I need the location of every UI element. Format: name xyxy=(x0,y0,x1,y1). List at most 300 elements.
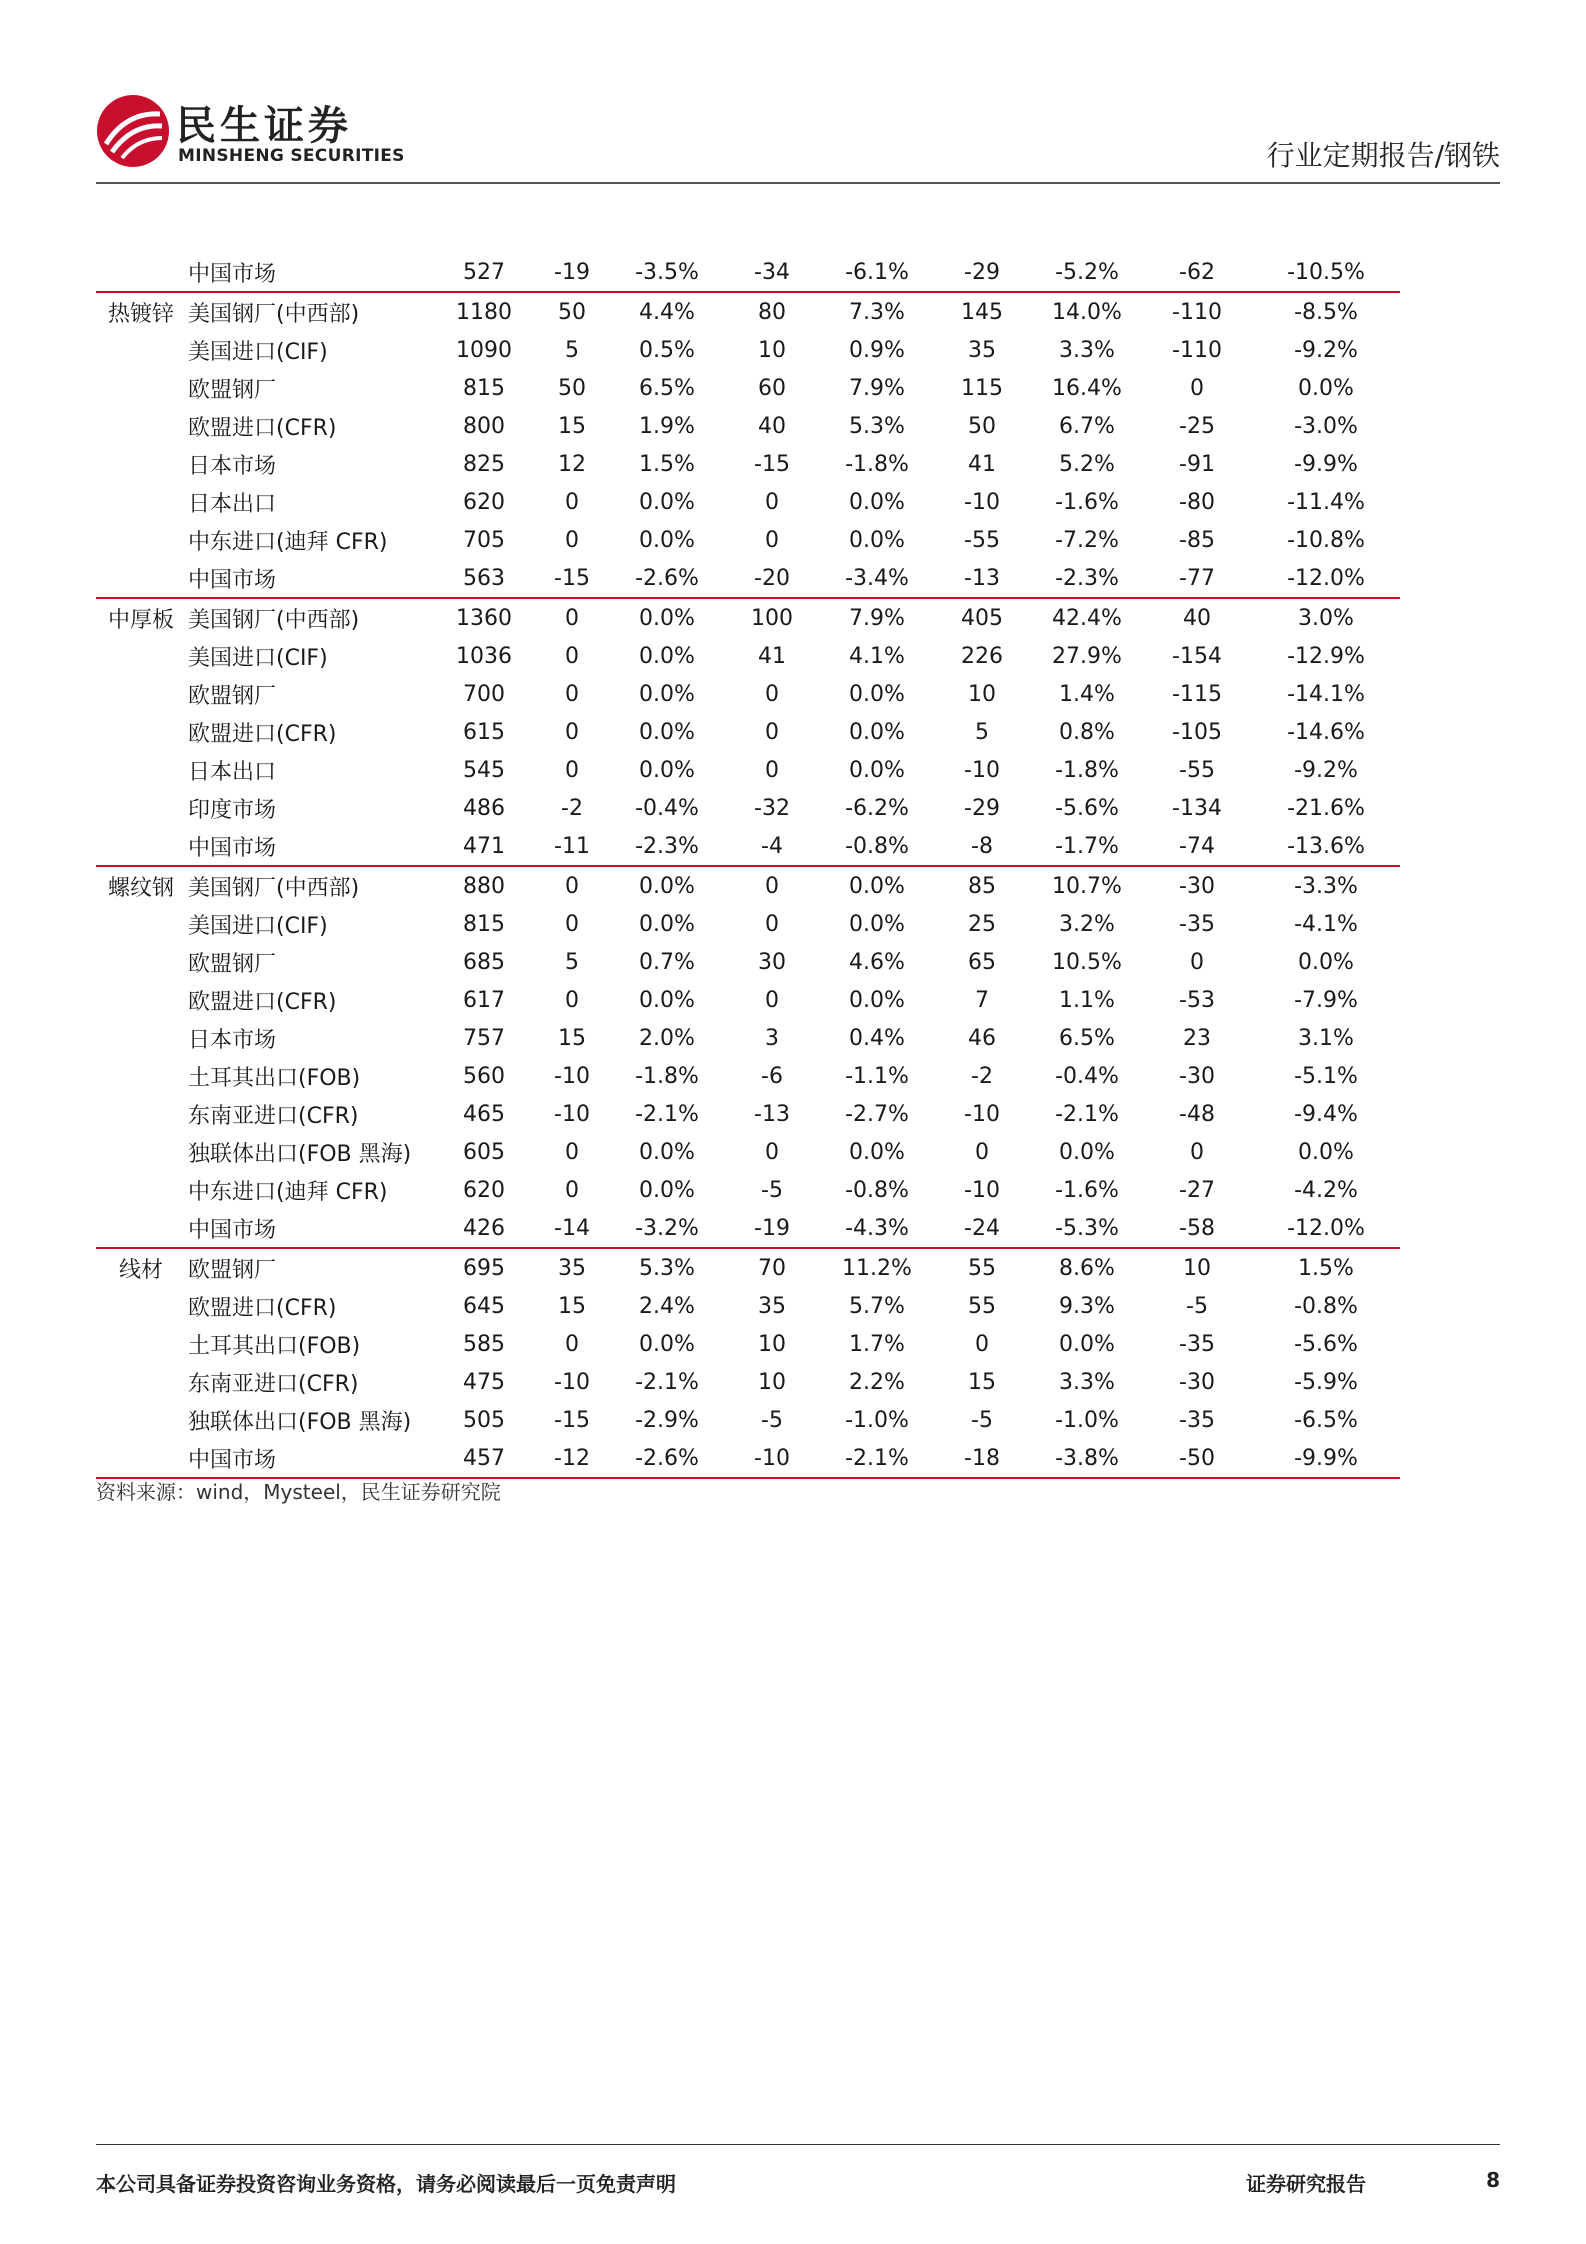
table-row xyxy=(96,675,1400,713)
value-cell: 100 xyxy=(751,605,793,631)
value-cell: 0 xyxy=(565,681,579,707)
table-row xyxy=(96,1325,1400,1363)
value-cell: 0.9% xyxy=(849,337,905,363)
market-cell: 日本市场 xyxy=(188,1027,277,1053)
value-cell: -9.2% xyxy=(1294,757,1358,783)
category-cell xyxy=(96,253,186,292)
value-cell: 1.7% xyxy=(849,1331,905,1357)
market-cell: 土耳其出口(FOB) xyxy=(188,1065,361,1091)
value-cell: -14.1% xyxy=(1287,681,1365,707)
value-cell: 705 xyxy=(463,527,505,553)
header-divider xyxy=(96,182,1500,184)
value-cell: -35 xyxy=(1179,1331,1215,1357)
value-cell: -110 xyxy=(1172,337,1222,363)
value-cell: -1.0% xyxy=(1055,1407,1119,1433)
value-cell: 0 xyxy=(565,527,579,553)
value-cell: 5.3% xyxy=(639,1255,695,1281)
value-cell: -11.4% xyxy=(1287,489,1365,515)
value-cell: 0 xyxy=(565,987,579,1013)
category-cell xyxy=(96,1133,186,1171)
value-cell: -2 xyxy=(561,795,583,821)
value-cell: 0 xyxy=(565,1331,579,1357)
value-cell: 0.0% xyxy=(849,719,905,745)
value-cell: 60 xyxy=(758,375,786,401)
market-cell: 欧盟进口(CFR) xyxy=(188,721,337,747)
value-cell: 0.0% xyxy=(639,1139,695,1165)
category-cell xyxy=(96,1209,186,1248)
value-cell: 10 xyxy=(758,337,786,363)
value-cell: -105 xyxy=(1172,719,1222,745)
category-cell xyxy=(96,637,186,675)
value-cell: -14.6% xyxy=(1287,719,1365,745)
value-cell: 2.4% xyxy=(639,1293,695,1319)
value-cell: -2.1% xyxy=(635,1101,699,1127)
market-cell: 中国市场 xyxy=(186,1209,436,1248)
value-cell: -10.8% xyxy=(1287,527,1365,553)
market-cell: 独联体出口(FOB 黑海) xyxy=(188,1141,412,1167)
value-cell: -4.1% xyxy=(1294,911,1358,937)
value-cell: -1.8% xyxy=(1055,757,1119,783)
value-cell: -10 xyxy=(964,1177,1000,1203)
category-cell xyxy=(96,1019,186,1057)
value-cell: -2.1% xyxy=(822,1439,932,1478)
category-cell xyxy=(96,751,186,789)
value-cell: -35 xyxy=(1179,911,1215,937)
table-row xyxy=(96,1171,1400,1209)
value-cell: 0.0% xyxy=(639,911,695,937)
value-cell: -25 xyxy=(1179,413,1215,439)
value-cell: 465 xyxy=(463,1101,505,1127)
value-cell: -91 xyxy=(1179,451,1215,477)
value-cell: -32 xyxy=(754,795,790,821)
value-cell: 23 xyxy=(1183,1025,1211,1051)
value-cell: 0 xyxy=(765,527,779,553)
value-cell: 41 xyxy=(968,451,996,477)
table-row xyxy=(96,1439,1400,1478)
footer-label: 证券研究报告 xyxy=(1246,2172,1366,2196)
logo-text-cn: 民生证券 xyxy=(176,103,352,149)
table-row xyxy=(96,1019,1400,1057)
category-cell xyxy=(96,1363,186,1401)
category-cell xyxy=(96,943,186,981)
value-cell: 15 xyxy=(558,1025,586,1051)
value-cell: 563 xyxy=(436,559,532,598)
value-cell: -29 xyxy=(964,795,1000,821)
table-row xyxy=(96,483,1400,521)
value-cell: -5.3% xyxy=(1032,1209,1142,1248)
value-cell: 0 xyxy=(765,489,779,515)
value-cell: 35 xyxy=(968,337,996,363)
value-cell: 80 xyxy=(758,299,786,325)
value-cell: -29 xyxy=(932,253,1032,292)
market-cell: 美国钢厂(中西部) xyxy=(188,875,360,901)
category-cell xyxy=(96,981,186,1019)
value-cell: 0.0% xyxy=(1298,949,1354,975)
value-cell: -80 xyxy=(1179,489,1215,515)
value-cell: 0 xyxy=(565,1177,579,1203)
value-cell: -0.8% xyxy=(1294,1293,1358,1319)
value-cell: 35 xyxy=(758,1293,786,1319)
table-row xyxy=(96,1248,1400,1287)
market-cell: 美国进口(CIF) xyxy=(188,913,328,939)
page-header xyxy=(96,92,1500,182)
value-cell: 3.2% xyxy=(1059,911,1115,937)
value-cell: 457 xyxy=(436,1439,532,1478)
value-cell: 55 xyxy=(968,1255,996,1281)
category-cell: 线材 xyxy=(118,1257,163,1283)
category-cell xyxy=(96,369,186,407)
value-cell: -12.9% xyxy=(1287,643,1365,669)
steel-price-table xyxy=(96,253,1400,1479)
value-cell: 0.0% xyxy=(639,719,695,745)
value-cell: -6.5% xyxy=(1294,1407,1358,1433)
market-cell: 美国进口(CIF) xyxy=(188,339,328,365)
value-cell: -55 xyxy=(1179,757,1215,783)
footer-disclaimer: 本公司具备证券投资咨询业务资格，请务必阅读最后一页免责声明 xyxy=(96,2172,676,2196)
table-row xyxy=(96,292,1400,331)
table-row xyxy=(96,331,1400,369)
value-cell: 10 xyxy=(968,681,996,707)
value-cell: 42.4% xyxy=(1052,605,1122,631)
value-cell: 0.0% xyxy=(639,987,695,1013)
value-cell: 7.9% xyxy=(849,605,905,631)
value-cell: 0.0% xyxy=(639,1331,695,1357)
value-cell: -58 xyxy=(1142,1209,1252,1248)
value-cell: -19 xyxy=(532,253,612,292)
value-cell: 0 xyxy=(565,873,579,899)
page-number: 8 xyxy=(1486,2168,1500,2192)
value-cell: 486 xyxy=(463,795,505,821)
market-cell: 欧盟钢厂 xyxy=(188,1257,277,1283)
value-cell: -10 xyxy=(722,1439,822,1478)
value-cell: 0.0% xyxy=(849,527,905,553)
value-cell: 65 xyxy=(968,949,996,975)
value-cell: 0.7% xyxy=(639,949,695,975)
value-cell: 0 xyxy=(1190,1139,1204,1165)
value-cell: 0 xyxy=(765,681,779,707)
value-cell: 115 xyxy=(961,375,1003,401)
table-row xyxy=(96,1363,1400,1401)
value-cell: -1.6% xyxy=(1055,489,1119,515)
value-cell: 40 xyxy=(1183,605,1211,631)
value-cell: -1.1% xyxy=(845,1063,909,1089)
value-cell: -18 xyxy=(932,1439,1032,1478)
value-cell: -10 xyxy=(554,1101,590,1127)
value-cell: 560 xyxy=(463,1063,505,1089)
category-cell xyxy=(96,521,186,559)
table-row xyxy=(96,598,1400,637)
value-cell: 7.3% xyxy=(849,299,905,325)
value-cell: 226 xyxy=(961,643,1003,669)
value-cell: 0 xyxy=(765,987,779,1013)
value-cell: -15 xyxy=(554,1407,590,1433)
value-cell: 10 xyxy=(758,1369,786,1395)
value-cell: 41 xyxy=(758,643,786,669)
value-cell: -30 xyxy=(1179,873,1215,899)
company-logo xyxy=(96,92,405,172)
value-cell: -0.4% xyxy=(635,795,699,821)
value-cell: 0 xyxy=(565,1139,579,1165)
market-cell: 日本出口 xyxy=(188,759,277,785)
value-cell: 1.4% xyxy=(1059,681,1115,707)
value-cell: -9.4% xyxy=(1294,1101,1358,1127)
value-cell: 35 xyxy=(558,1255,586,1281)
value-cell: -10 xyxy=(964,489,1000,515)
value-cell: 605 xyxy=(463,1139,505,1165)
report-type: 行业定期报告/钢铁 xyxy=(1266,139,1500,172)
market-cell: 欧盟钢厂 xyxy=(188,683,277,709)
value-cell: -1.6% xyxy=(1055,1177,1119,1203)
value-cell: 475 xyxy=(463,1369,505,1395)
value-cell: 0.0% xyxy=(639,605,695,631)
value-cell: 825 xyxy=(463,451,505,477)
value-cell: 0.0% xyxy=(639,527,695,553)
value-cell: -13.6% xyxy=(1252,827,1400,866)
value-cell: -2.6% xyxy=(612,1439,722,1478)
value-cell: -0.4% xyxy=(1055,1063,1119,1089)
value-cell: 30 xyxy=(758,949,786,975)
value-cell: 27.9% xyxy=(1052,643,1122,669)
value-cell: 0 xyxy=(1190,375,1204,401)
value-cell: 8.6% xyxy=(1059,1255,1115,1281)
table-row xyxy=(96,1095,1400,1133)
value-cell: -15 xyxy=(754,451,790,477)
market-cell: 中国市场 xyxy=(186,1439,436,1478)
category-cell xyxy=(96,331,186,369)
value-cell: -50 xyxy=(1142,1439,1252,1478)
value-cell: 0 xyxy=(765,873,779,899)
value-cell: 5 xyxy=(565,337,579,363)
value-cell: -30 xyxy=(1179,1063,1215,1089)
value-cell: 0.0% xyxy=(849,911,905,937)
value-cell: 4.6% xyxy=(849,949,905,975)
value-cell: -74 xyxy=(1142,827,1252,866)
market-cell: 日本市场 xyxy=(188,453,277,479)
market-cell: 日本出口 xyxy=(188,491,277,517)
value-cell: 0.0% xyxy=(849,681,905,707)
table-row xyxy=(96,751,1400,789)
value-cell: 50 xyxy=(968,413,996,439)
market-cell: 欧盟进口(CFR) xyxy=(188,1295,337,1321)
value-cell: -48 xyxy=(1179,1101,1215,1127)
value-cell: 620 xyxy=(463,489,505,515)
value-cell: 11.2% xyxy=(842,1255,912,1281)
category-cell: 中厚板 xyxy=(107,607,174,633)
value-cell: 1.1% xyxy=(1059,987,1115,1013)
category-cell xyxy=(96,1325,186,1363)
value-cell: 0.0% xyxy=(849,1139,905,1165)
value-cell: 0.0% xyxy=(639,757,695,783)
value-cell: 0.0% xyxy=(849,987,905,1013)
value-cell: 85 xyxy=(968,873,996,899)
value-cell: 0.0% xyxy=(639,681,695,707)
value-cell: -3.2% xyxy=(612,1209,722,1248)
value-cell: 815 xyxy=(463,375,505,401)
table-row xyxy=(96,521,1400,559)
value-cell: -154 xyxy=(1172,643,1222,669)
footer-divider xyxy=(96,2144,1500,2145)
value-cell: 0 xyxy=(765,757,779,783)
table-row xyxy=(96,1133,1400,1171)
market-cell: 中国市场 xyxy=(186,827,436,866)
value-cell: 615 xyxy=(463,719,505,745)
table-body xyxy=(96,253,1400,1478)
market-cell: 中国市场 xyxy=(186,253,436,292)
market-cell: 美国钢厂(中西部) xyxy=(188,301,360,327)
value-cell: -10 xyxy=(554,1063,590,1089)
value-cell: -0.8% xyxy=(845,1177,909,1203)
value-cell: -2 xyxy=(971,1063,993,1089)
value-cell: 0 xyxy=(565,605,579,631)
value-cell: 1.9% xyxy=(639,413,695,439)
value-cell: 0.0% xyxy=(639,1177,695,1203)
value-cell: 0.0% xyxy=(639,873,695,899)
value-cell: -2.1% xyxy=(1055,1101,1119,1127)
value-cell: 5.7% xyxy=(849,1293,905,1319)
value-cell: 3.0% xyxy=(1298,605,1354,631)
value-cell: 685 xyxy=(463,949,505,975)
value-cell: -2.3% xyxy=(612,827,722,866)
value-cell: 700 xyxy=(463,681,505,707)
value-cell: -5.2% xyxy=(1032,253,1142,292)
market-cell: 中国市场 xyxy=(186,559,436,598)
category-cell xyxy=(96,1095,186,1133)
value-cell: -5 xyxy=(761,1177,783,1203)
value-cell: 426 xyxy=(436,1209,532,1248)
value-cell: -4.2% xyxy=(1294,1177,1358,1203)
value-cell: -7.2% xyxy=(1055,527,1119,553)
source-note: 资料来源：wind，Mysteel，民生证券研究院 xyxy=(96,1480,501,1504)
value-cell: 9.3% xyxy=(1059,1293,1115,1319)
value-cell: -3.0% xyxy=(1294,413,1358,439)
market-cell: 欧盟进口(CFR) xyxy=(188,989,337,1015)
value-cell: 757 xyxy=(463,1025,505,1051)
value-cell: -12 xyxy=(532,1439,612,1478)
category-cell: 螺纹钢 xyxy=(107,875,174,901)
value-cell: 0.0% xyxy=(1059,1139,1115,1165)
value-cell: -27 xyxy=(1179,1177,1215,1203)
value-cell: -9.9% xyxy=(1294,451,1358,477)
market-cell: 中东进口(迪拜 CFR) xyxy=(188,529,388,555)
value-cell: 6.5% xyxy=(1059,1025,1115,1051)
value-cell: 1090 xyxy=(456,337,512,363)
category-cell xyxy=(96,827,186,866)
value-cell: 12 xyxy=(558,451,586,477)
category-cell: 热镀锌 xyxy=(107,301,174,327)
value-cell: -10.5% xyxy=(1252,253,1400,292)
value-cell: 0.5% xyxy=(639,337,695,363)
table-row xyxy=(96,445,1400,483)
value-cell: 15 xyxy=(558,1293,586,1319)
value-cell: 0.0% xyxy=(849,757,905,783)
value-cell: 14.0% xyxy=(1052,299,1122,325)
value-cell: -1.8% xyxy=(845,451,909,477)
value-cell: -2.9% xyxy=(635,1407,699,1433)
value-cell: -5 xyxy=(971,1407,993,1433)
value-cell: 4.1% xyxy=(849,643,905,669)
value-cell: 800 xyxy=(463,413,505,439)
market-cell: 美国进口(CIF) xyxy=(188,645,328,671)
table-row xyxy=(96,713,1400,751)
category-cell xyxy=(96,1439,186,1478)
value-cell: -5.6% xyxy=(1055,795,1119,821)
market-cell: 东南亚进口(CFR) xyxy=(188,1371,359,1397)
value-cell: -7.9% xyxy=(1294,987,1358,1013)
table-row xyxy=(96,253,1400,292)
value-cell: -5 xyxy=(1186,1293,1208,1319)
value-cell: -62 xyxy=(1142,253,1252,292)
market-cell: 东南亚进口(CFR) xyxy=(188,1103,359,1129)
value-cell: -6.2% xyxy=(845,795,909,821)
market-cell: 欧盟钢厂 xyxy=(188,377,277,403)
value-cell: 5 xyxy=(565,949,579,975)
table-row xyxy=(96,981,1400,1019)
value-cell: 471 xyxy=(436,827,532,866)
value-cell: -2.1% xyxy=(635,1369,699,1395)
category-cell xyxy=(96,1287,186,1325)
market-cell: 中东进口(迪拜 CFR) xyxy=(188,1179,388,1205)
value-cell: 5.2% xyxy=(1059,451,1115,477)
table-row xyxy=(96,789,1400,827)
value-cell: -3.8% xyxy=(1032,1439,1142,1478)
table-row xyxy=(96,866,1400,905)
value-cell: 695 xyxy=(463,1255,505,1281)
value-cell: -14 xyxy=(532,1209,612,1248)
category-cell xyxy=(96,675,186,713)
value-cell: 0 xyxy=(975,1331,989,1357)
value-cell: 0.0% xyxy=(1298,1139,1354,1165)
value-cell: -21.6% xyxy=(1287,795,1365,821)
value-cell: 16.4% xyxy=(1052,375,1122,401)
table-row xyxy=(96,369,1400,407)
category-cell xyxy=(96,789,186,827)
value-cell: 40 xyxy=(758,413,786,439)
value-cell: -35 xyxy=(1179,1407,1215,1433)
value-cell: -3.5% xyxy=(612,253,722,292)
value-cell: 0 xyxy=(765,719,779,745)
value-cell: 1.5% xyxy=(1298,1255,1354,1281)
value-cell: -12.0% xyxy=(1252,559,1400,598)
table-row xyxy=(96,1287,1400,1325)
market-cell: 独联体出口(FOB 黑海) xyxy=(188,1409,412,1435)
value-cell: 1360 xyxy=(456,605,512,631)
value-cell: -1.7% xyxy=(1032,827,1142,866)
value-cell: 0.0% xyxy=(639,643,695,669)
value-cell: 0.4% xyxy=(849,1025,905,1051)
value-cell: -10 xyxy=(964,1101,1000,1127)
value-cell: 0.0% xyxy=(639,489,695,515)
value-cell: 0 xyxy=(1190,949,1204,975)
value-cell: 0 xyxy=(765,1139,779,1165)
value-cell: -30 xyxy=(1179,1369,1215,1395)
value-cell: 0 xyxy=(975,1139,989,1165)
value-cell: 1.5% xyxy=(639,451,695,477)
table-row xyxy=(96,905,1400,943)
table-row xyxy=(96,559,1400,598)
value-cell: 5 xyxy=(975,719,989,745)
value-cell: -24 xyxy=(932,1209,1032,1248)
market-cell: 美国钢厂(中西部) xyxy=(188,607,360,633)
value-cell: 545 xyxy=(463,757,505,783)
value-cell: 10.5% xyxy=(1052,949,1122,975)
category-cell xyxy=(96,1401,186,1439)
value-cell: 1036 xyxy=(456,643,512,669)
value-cell: -5.6% xyxy=(1294,1331,1358,1357)
value-cell: -9.2% xyxy=(1294,337,1358,363)
value-cell: -2.6% xyxy=(612,559,722,598)
value-cell: 5.3% xyxy=(849,413,905,439)
value-cell: 0 xyxy=(565,489,579,515)
